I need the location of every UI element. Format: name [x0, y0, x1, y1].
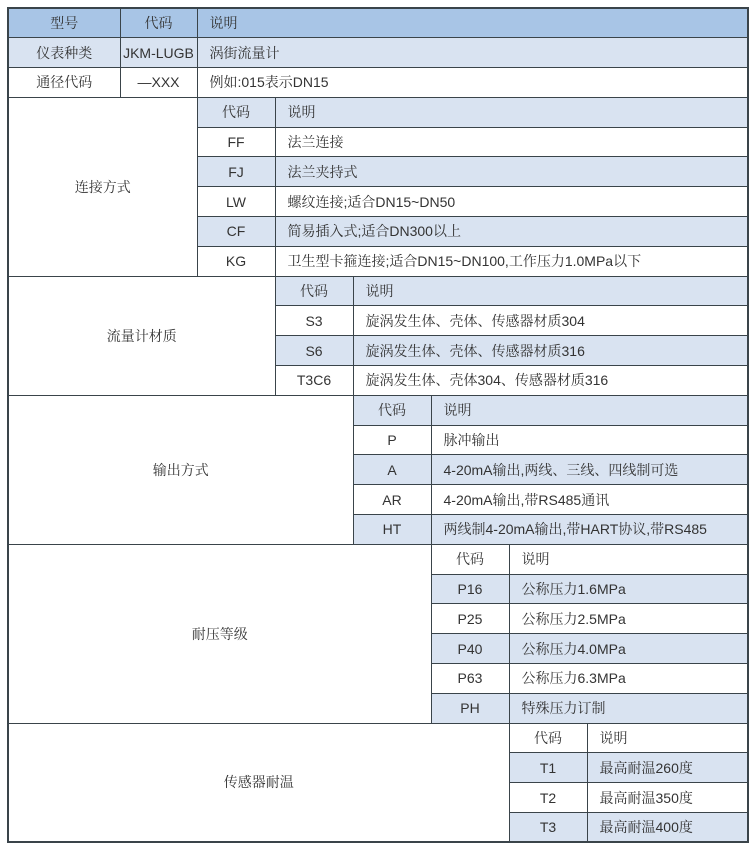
item-code-cell: A — [353, 455, 431, 485]
table-row — [8, 544, 748, 574]
row-code-cell: —XXX — [120, 68, 197, 98]
item-desc-cell: 最高耐温350度 — [587, 783, 748, 813]
section-label-material: 流量计材质 — [8, 276, 275, 395]
item-code-cell: T1 — [509, 753, 587, 783]
table-row — [8, 38, 748, 68]
spec-table-container — [7, 7, 749, 843]
item-desc-cell: 特殊压力订制 — [509, 693, 748, 723]
item-desc-cell: 旋涡发生体、壳体、传感器材质316 — [353, 336, 748, 366]
subheader-desc-cell: 说明 — [587, 723, 748, 753]
item-desc-cell: 旋涡发生体、壳体304、传感器材质316 — [353, 366, 748, 396]
item-desc-cell: 公称压力6.3MPa — [509, 664, 748, 694]
item-code-cell: S3 — [275, 306, 353, 336]
section-label-temperature: 传感器耐温 — [8, 723, 509, 842]
table-header-row — [8, 8, 748, 38]
item-desc-cell: 公称压力2.5MPa — [509, 604, 748, 634]
subheader-desc-cell: 说明 — [431, 395, 748, 425]
item-code-cell: LW — [197, 187, 275, 217]
item-code-cell: T3C6 — [275, 366, 353, 396]
item-desc-cell: 公称压力4.0MPa — [509, 634, 748, 664]
table-row — [8, 395, 748, 425]
item-code-cell: PH — [431, 693, 509, 723]
item-code-cell: P — [353, 425, 431, 455]
item-desc-cell: 法兰连接 — [275, 127, 748, 157]
item-desc-cell: 卫生型卡箍连接;适合DN15~DN100,工作压力1.0MPa以下 — [275, 246, 748, 276]
item-desc-cell: 螺纹连接;适合DN15~DN50 — [275, 187, 748, 217]
item-code-cell: P63 — [431, 664, 509, 694]
table-row — [8, 68, 748, 98]
item-desc-cell: 最高耐温260度 — [587, 753, 748, 783]
header-model-cell: 型号 — [8, 8, 120, 38]
subheader-code-cell: 代码 — [353, 395, 431, 425]
header-code-cell: 代码 — [120, 8, 197, 38]
section-label-connection: 连接方式 — [8, 97, 197, 276]
item-code-cell: P25 — [431, 604, 509, 634]
header-desc-cell: 说明 — [197, 8, 748, 38]
item-code-cell: FF — [197, 127, 275, 157]
item-code-cell: KG — [197, 246, 275, 276]
table-row — [8, 97, 748, 127]
item-desc-cell: 两线制4-20mA输出,带HART协议,带RS485 — [431, 515, 748, 545]
item-desc-cell: 4-20mA输出,带RS485通讯 — [431, 485, 748, 515]
subheader-desc-cell: 说明 — [353, 276, 748, 306]
item-code-cell: T3 — [509, 813, 587, 843]
table-row — [8, 276, 748, 306]
item-desc-cell: 4-20mA输出,两线、三线、四线制可选 — [431, 455, 748, 485]
subheader-code-cell: 代码 — [275, 276, 353, 306]
item-desc-cell: 公称压力1.6MPa — [509, 574, 748, 604]
item-code-cell: HT — [353, 515, 431, 545]
table-row — [8, 723, 748, 753]
item-code-cell: AR — [353, 485, 431, 515]
row-desc-cell: 例如:015表示DN15 — [197, 68, 748, 98]
item-desc-cell: 简易插入式;适合DN300以上 — [275, 217, 748, 247]
row-desc-cell: 涡街流量计 — [197, 38, 748, 68]
item-desc-cell: 旋涡发生体、壳体、传感器材质304 — [353, 306, 748, 336]
item-code-cell: T2 — [509, 783, 587, 813]
row-label-cell: 仪表种类 — [8, 38, 120, 68]
section-label-output: 输出方式 — [8, 395, 353, 544]
subheader-code-cell: 代码 — [509, 723, 587, 753]
item-desc-cell: 最高耐温400度 — [587, 813, 748, 843]
item-code-cell: P16 — [431, 574, 509, 604]
subheader-code-cell: 代码 — [431, 544, 509, 574]
subheader-code-cell: 代码 — [197, 97, 275, 127]
item-desc-cell: 脉冲输出 — [431, 425, 748, 455]
row-code-cell: JKM-LUGB — [120, 38, 197, 68]
item-code-cell: S6 — [275, 336, 353, 366]
row-label-cell: 通径代码 — [8, 68, 120, 98]
item-desc-cell: 法兰夹持式 — [275, 157, 748, 187]
subheader-desc-cell: 说明 — [275, 97, 748, 127]
item-code-cell: FJ — [197, 157, 275, 187]
section-label-pressure: 耐压等级 — [8, 544, 431, 723]
item-code-cell: CF — [197, 217, 275, 247]
item-code-cell: P40 — [431, 634, 509, 664]
spec-table — [7, 7, 749, 843]
subheader-desc-cell: 说明 — [509, 544, 748, 574]
